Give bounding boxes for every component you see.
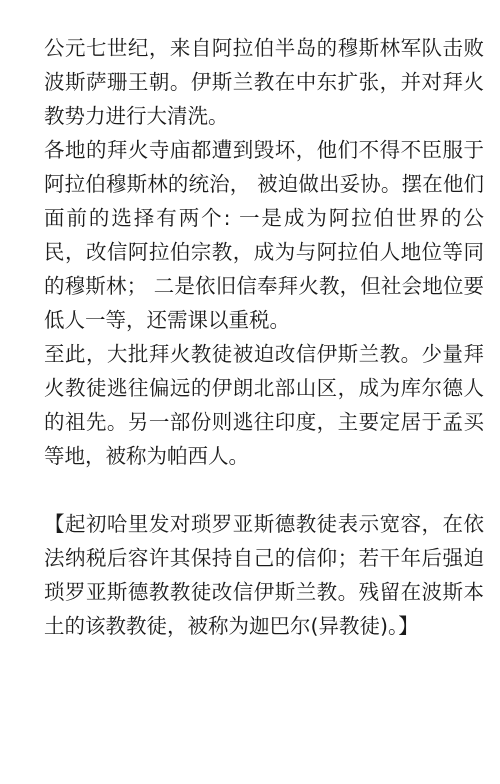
paragraph-choices: 各地的拜火寺庙都遭到毁坏，他们不得不臣服于阿拉伯穆斯林的统治， 被迫做出妥协。摆在他们面前的选择有两个: 一是成为阿拉伯世界的公民，改信阿拉伯宗教，成为与阿拉伯人地位等同的穆斯林； 二是依旧信奉拜火教，但社会地位要低人一等，还需课以重税。 (44, 138, 484, 332)
article-body (44, 31, 484, 643)
paragraph-outcome: 至此，大批拜火教徒被迫改信伊斯兰教。少量拜火教徒逃往偏远的伊朗北部山区，成为库尔德人的祖先。另一部份则逃往印度，主要定居于孟买等地，被称为帕西人。 (44, 342, 484, 468)
paragraph-conquest: 公元七世纪，来自阿拉伯半岛的穆斯林军队击败波斯萨珊王朝。伊斯兰教在中东扩张，并对拜火教势力进行大清洗。 (44, 36, 484, 128)
bracketed-note: 【起初哈里发对琐罗亚斯德教徒表示宽容，在依法纳税后容许其保持自己的信仰；若干年后强迫琐罗亚斯德教教徒改信伊斯兰教。残留在波斯本土的该教教徒，被称为迦巴尔(异教徒)。】 (44, 512, 484, 638)
